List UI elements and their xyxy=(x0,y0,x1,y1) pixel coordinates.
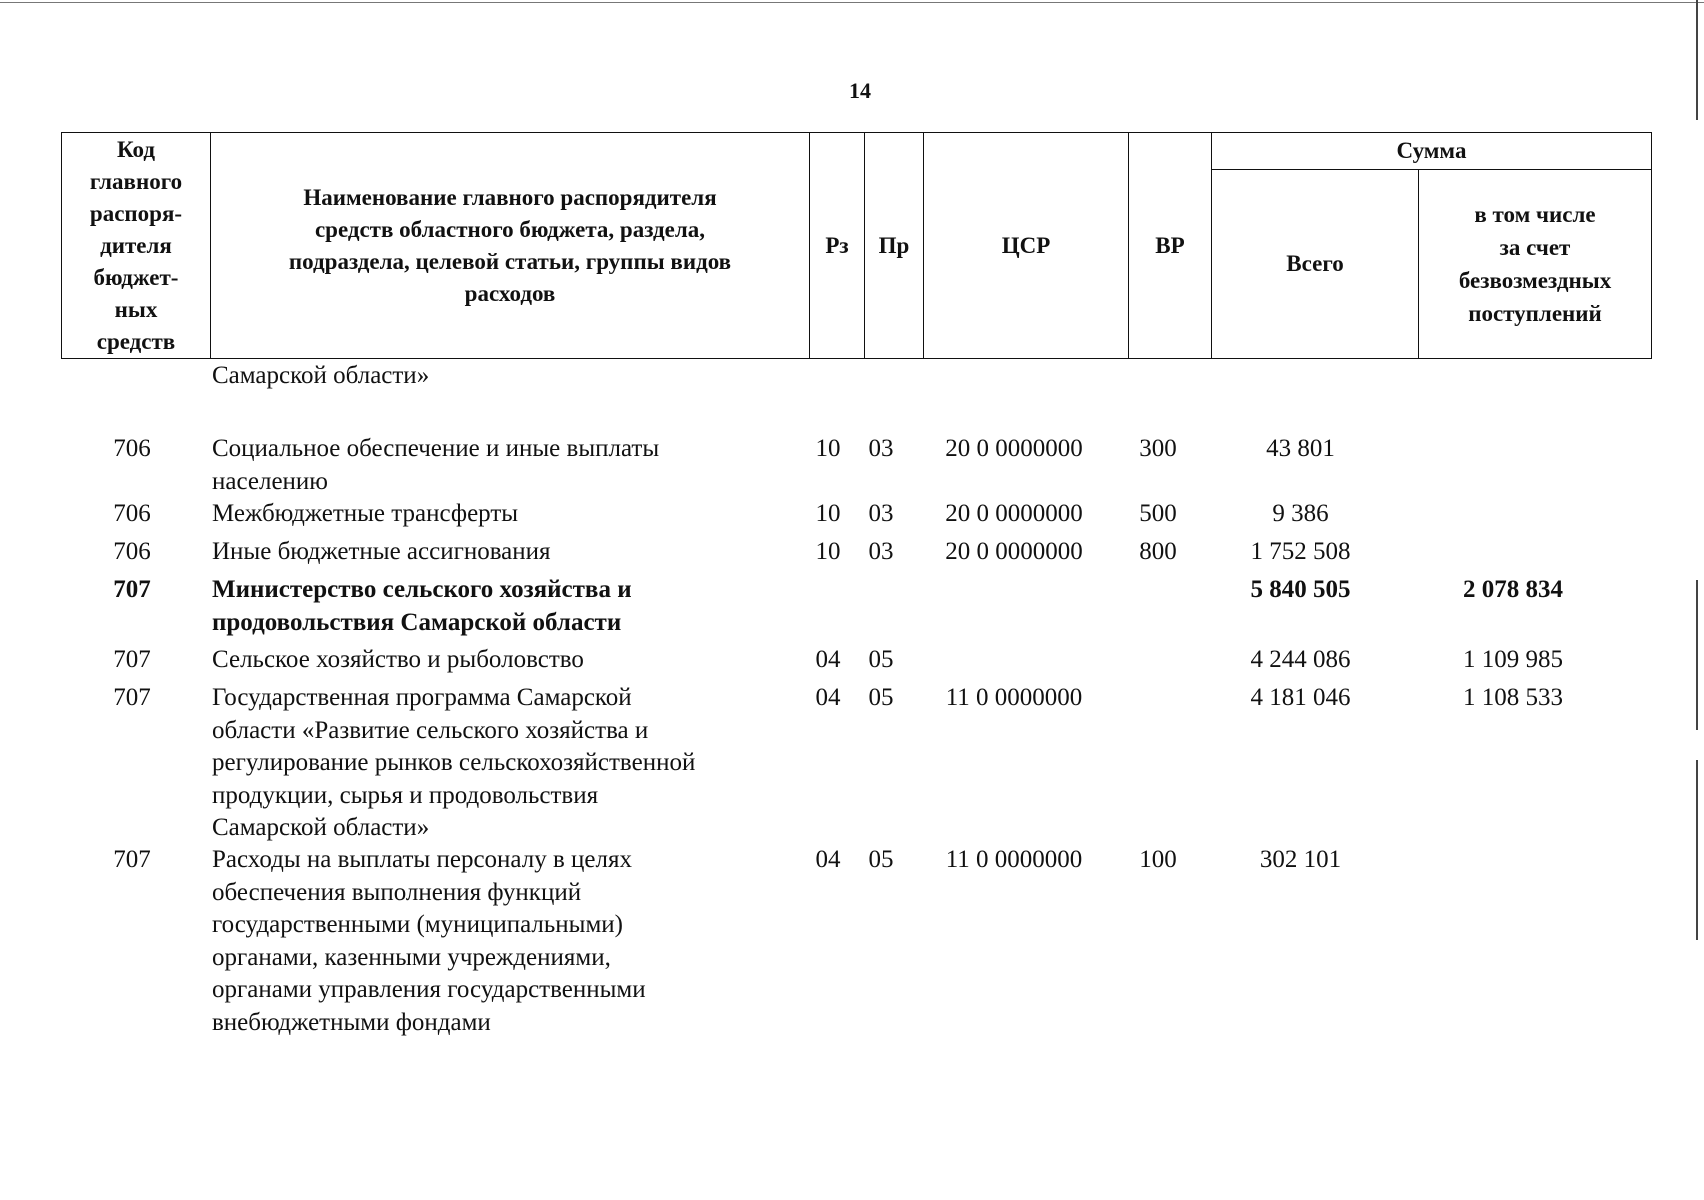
row-total: 1 752 508 xyxy=(1250,538,1351,565)
header-rz-cell: Рз xyxy=(810,133,865,359)
row-name-line: Самарской области» xyxy=(212,814,430,841)
row-pr: 05 xyxy=(868,846,894,873)
scan-edge-mark xyxy=(1696,760,1698,940)
header-name-cell xyxy=(211,133,810,359)
row-name-line: Расходы на выплаты персоналу в целях xyxy=(212,846,632,873)
row-csr: 20 0 0000000 xyxy=(945,538,1083,565)
row-rz: 10 xyxy=(815,500,841,527)
row-name xyxy=(212,644,792,677)
row-csr: 11 0 0000000 xyxy=(945,846,1083,873)
row-rz: 10 xyxy=(815,538,841,565)
row-total: 4 181 046 xyxy=(1250,684,1351,711)
row-vr: 500 xyxy=(1139,500,1177,527)
header-code-line: дителя xyxy=(100,232,172,258)
header-csr-cell: ЦСР xyxy=(924,133,1129,359)
row-pr: 03 xyxy=(868,435,894,462)
header-code-line: бюджет- xyxy=(93,264,179,290)
row-name xyxy=(212,433,792,498)
row-name xyxy=(212,682,792,845)
row-rz: 04 xyxy=(815,646,841,673)
row-name xyxy=(212,498,792,531)
header-code-line: ных xyxy=(114,296,158,322)
row-name-line: государственными (муниципальными) xyxy=(212,911,623,938)
header-name-line: подраздела, целевой статьи, группы видов xyxy=(288,248,732,274)
row-name-line: обеспечения выполнения функций xyxy=(212,878,582,906)
header-code-cell xyxy=(62,133,211,359)
row-name-line: Иные бюджетные ассигнования xyxy=(212,538,551,565)
header-name-line: средств областного бюджета, раздела, xyxy=(314,216,706,242)
row-vr: 100 xyxy=(1139,846,1177,873)
row-vr: 300 xyxy=(1139,435,1177,462)
row-free: 1 109 985 xyxy=(1463,646,1563,673)
header-code-line: средств xyxy=(96,328,176,354)
row-pr: 05 xyxy=(868,646,894,673)
table-header xyxy=(61,132,1652,359)
row-name-line: населению xyxy=(212,467,328,495)
row-free: 1 108 533 xyxy=(1463,684,1563,711)
row-name-line: Социальное обеспечение и иные выплаты xyxy=(212,435,660,462)
row-total: 302 101 xyxy=(1259,846,1342,873)
row-name-line: внебюджетными фондами xyxy=(212,1008,491,1036)
header-free-line: за счет xyxy=(1499,235,1571,260)
top-rule xyxy=(0,2,1704,3)
row-name xyxy=(212,574,792,639)
header-free-cell xyxy=(1419,170,1652,359)
row-code: 707 xyxy=(113,576,151,603)
header-sum-cell: Сумма xyxy=(1212,133,1652,170)
row-name-line: области «Развитие сельского хозяйства и xyxy=(212,716,649,744)
row-total: 5 840 505 xyxy=(1250,576,1351,603)
row-csr: 20 0 0000000 xyxy=(945,500,1083,527)
row-free: 2 078 834 xyxy=(1463,576,1563,603)
row-pr: 03 xyxy=(868,500,894,527)
scan-edge-mark xyxy=(1696,580,1698,730)
row-code: 707 xyxy=(113,646,151,673)
header-free-line: в том числе xyxy=(1474,202,1596,227)
header-code-line: распоря- xyxy=(89,200,183,226)
row-name-line: органами управления государственными xyxy=(212,976,646,1003)
header-name-line: Наименование главного распорядителя xyxy=(303,184,717,210)
row-code: 706 xyxy=(113,538,151,565)
header-code-line: главного xyxy=(89,168,183,194)
row-total: 4 244 086 xyxy=(1250,646,1351,673)
row-rz: 04 xyxy=(815,684,841,711)
row-name-line: Межбюджетные трансферты xyxy=(212,500,519,527)
header-total-cell: Всего xyxy=(1212,170,1419,359)
row-name xyxy=(212,360,792,393)
row-name xyxy=(212,844,792,1039)
row-total: 9 386 xyxy=(1272,500,1329,527)
row-name xyxy=(212,536,792,569)
row-name-line: Государственная программа Самарской xyxy=(212,684,632,711)
row-rz: 04 xyxy=(815,846,841,873)
header-pr-cell: Пр xyxy=(865,133,924,359)
row-total: 43 801 xyxy=(1266,435,1335,462)
row-name-line: органами, казенными учреждениями, xyxy=(212,943,611,971)
row-name-line: Сельское хозяйство и рыболовство xyxy=(212,646,584,673)
header-code-line: Код xyxy=(116,136,155,162)
row-name-line: регулирование рынков сельскохозяйственной xyxy=(212,749,696,776)
row-csr: 20 0 0000000 xyxy=(945,435,1083,462)
row-name-line: Самарской области» xyxy=(212,362,430,389)
row-name-line: продукции, сырья и продовольствия xyxy=(212,781,599,809)
row-code: 707 xyxy=(113,684,151,711)
row-csr: 11 0 0000000 xyxy=(945,684,1083,711)
row-rz: 10 xyxy=(815,435,841,462)
row-code: 706 xyxy=(113,435,151,462)
header-name-line: расходов xyxy=(464,280,556,306)
row-name-line: продовольствия Самарской области xyxy=(212,608,622,636)
header-vr-cell: ВР xyxy=(1129,133,1212,359)
row-pr: 03 xyxy=(868,538,894,565)
header-free-line: безвозмездных xyxy=(1458,268,1612,293)
row-code: 707 xyxy=(113,846,151,873)
page-number: 14 xyxy=(849,78,871,103)
row-vr: 800 xyxy=(1139,538,1177,565)
scan-edge-mark xyxy=(1696,0,1698,120)
row-pr: 05 xyxy=(868,684,894,711)
row-code: 706 xyxy=(113,500,151,527)
header-free-line: поступлений xyxy=(1468,301,1602,326)
row-name-line: Министерство сельского хозяйства и xyxy=(212,576,632,603)
